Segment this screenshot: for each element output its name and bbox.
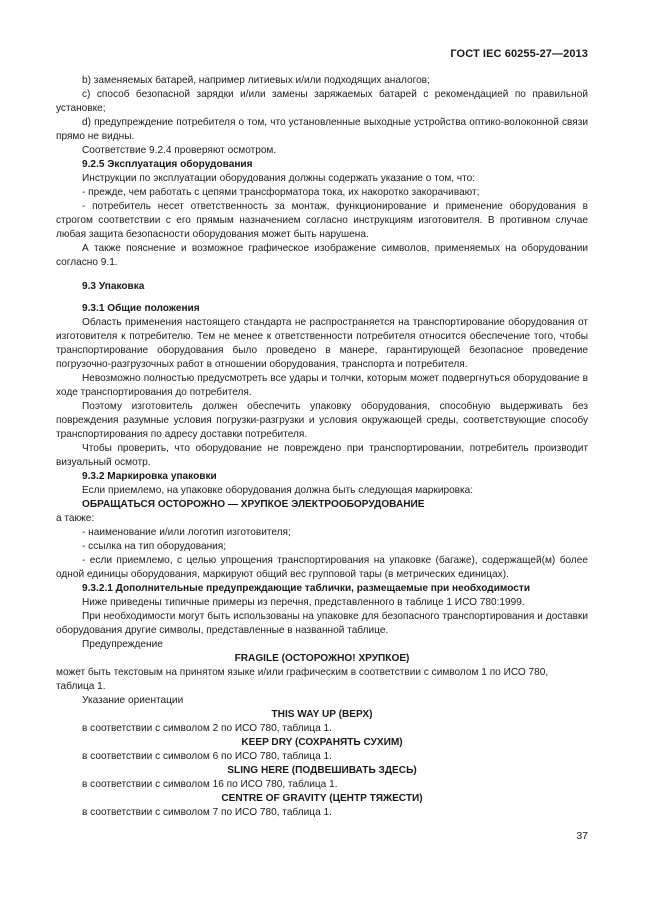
paragraph: Предупреждение — [82, 639, 163, 650]
document-code-header: ГОСТ IEC 60255-27—2013 — [450, 48, 588, 60]
marking-text: ОБРАЩАТЬСЯ ОСТОРОЖНО — ХРУПКОЕ ЭЛЕКТРООБОРУДОВАНИЕ — [82, 499, 425, 510]
section-heading-9-3: 9.3 Упаковка — [82, 281, 145, 292]
list-item-d: d) предупреждение потребителя о том, что установленные выходные устройства оптико-волоконной связи прямо не видны. — [56, 117, 588, 142]
paragraph: А также пояснение и возможное графическое изображение символов, применяемых на оборудовании согласно 9.1. — [56, 243, 588, 268]
list-item: - ссылка на тип оборудования; — [82, 541, 227, 552]
list-item: - если приемлемо, с целью упрощения транспортирования на упаковке (багаже), содержащей(м) более одной единицы оборудования, маркируют общий вес групповой тары (в метрических единицах). — [56, 555, 588, 580]
section-heading-9-2-5: 9.2.5 Эксплуатация оборудования — [82, 159, 253, 170]
list-item-c: c) способ безопасной зарядки и/или замены заряжаемых батарей с рекомендацией по правильной установке; — [56, 89, 588, 114]
paragraph: Область применения настоящего стандарта не распространяется на транспортирование оборудования от изготовителя к потребителю. Тем не менее к ответственности потребителя относится обеспечение того, чтобы транспортирование оборудования было проведено в манере, гарантирующей безопасное проведение погрузочно-разгрузочных работ в отношении оборудования, транспорта и потребителя. — [56, 317, 588, 370]
page-body — [56, 74, 588, 820]
paragraph: При необходимости могут быть использованы на упаковке для безопасного транспортирования и доставки оборудования другие символы, представленные в названной таблице. — [56, 611, 588, 636]
label-centre-of-gravity: CENTRE OF GRAVITY (ЦЕНТР ТЯЖЕСТИ) — [221, 793, 423, 804]
paragraph: в соответствии с символом 7 по ИСО 780, таблица 1. — [82, 807, 332, 818]
paragraph: может быть текстовым на принятом языке и/или графическим в соответствии с символом 1 по ИСО 780, таблица 1. — [56, 667, 549, 692]
paragraph: Поэтому изготовитель должен обеспечить упаковку оборудования, способную выдерживать без повреждения разумные условия погрузки-разгрузки и условия окружающей среды, соответствующие способу транспортирования по адресу доставки потребителя. — [56, 401, 588, 440]
paragraph: Невозможно полностью предусмотреть все удары и толчки, которым может подвергнуться оборудование в ходе транспортирования до потребителя. — [56, 373, 588, 398]
list-item: - потребитель несет ответственность за монтаж, функционирование и применение оборудования в строгом соответствии с его прямым назначением согласно инструкциям изготовителя. В противном случае любая защита безопасности оборудования может быть нарушена. — [56, 201, 588, 240]
section-heading-9-3-1: 9.3.1 Общие положения — [82, 303, 200, 314]
list-item: - наименование и/или логотип изготовителя; — [82, 527, 291, 538]
paragraph: в соответствии с символом 2 по ИСО 780, таблица 1. — [82, 723, 332, 734]
paragraph: в соответствии с символом 6 по ИСО 780, таблица 1. — [82, 751, 332, 762]
label-fragile: FRAGILE (ОСТОРОЖНО! ХРУПКОЕ) — [234, 653, 410, 664]
section-heading-9-3-2: 9.3.2 Маркировка упаковки — [82, 471, 217, 482]
paragraph: Чтобы проверить, что оборудование не повреждено при транспортировании, потребитель производит визуальный осмотр. — [56, 443, 588, 468]
section-heading-9-3-2-1: 9.3.2.1 Дополнительные предупреждающие таблички, размещаемые при необходимости — [82, 583, 531, 594]
list-item: - прежде, чем работать с цепями трансформатора тока, их накоротко закорачивают; — [82, 187, 480, 198]
paragraph: Указание ориентации — [82, 695, 184, 706]
paragraph: в соответствии с символом 16 по ИСО 780, таблица 1. — [82, 779, 338, 790]
label-this-way-up: THIS WAY UP (ВЕРХ) — [271, 709, 373, 720]
paragraph: Если приемлемо, на упаковке оборудования должна быть следующая маркировка: — [82, 485, 474, 496]
paragraph: Инструкции по эксплуатации оборудования должны содержать указание о том, что: — [82, 173, 476, 184]
label-sling-here: SLING HERE (ПОДВЕШИВАТЬ ЗДЕСЬ) — [227, 765, 417, 776]
label-keep-dry: KEEP DRY (СОХРАНЯТЬ СУХИМ) — [241, 737, 403, 748]
paragraph: а также: — [56, 513, 95, 524]
paragraph: Ниже приведены типичные примеры из перечня, представленного в таблице 1 ИСО 780:1999. — [82, 597, 525, 608]
list-item-b: b) заменяемых батарей, например литиевых и/или подходящих аналогов; — [82, 75, 430, 86]
compliance-note: Соответствие 9.2.4 проверяют осмотром. — [82, 145, 277, 156]
page-number: 37 — [576, 830, 588, 842]
